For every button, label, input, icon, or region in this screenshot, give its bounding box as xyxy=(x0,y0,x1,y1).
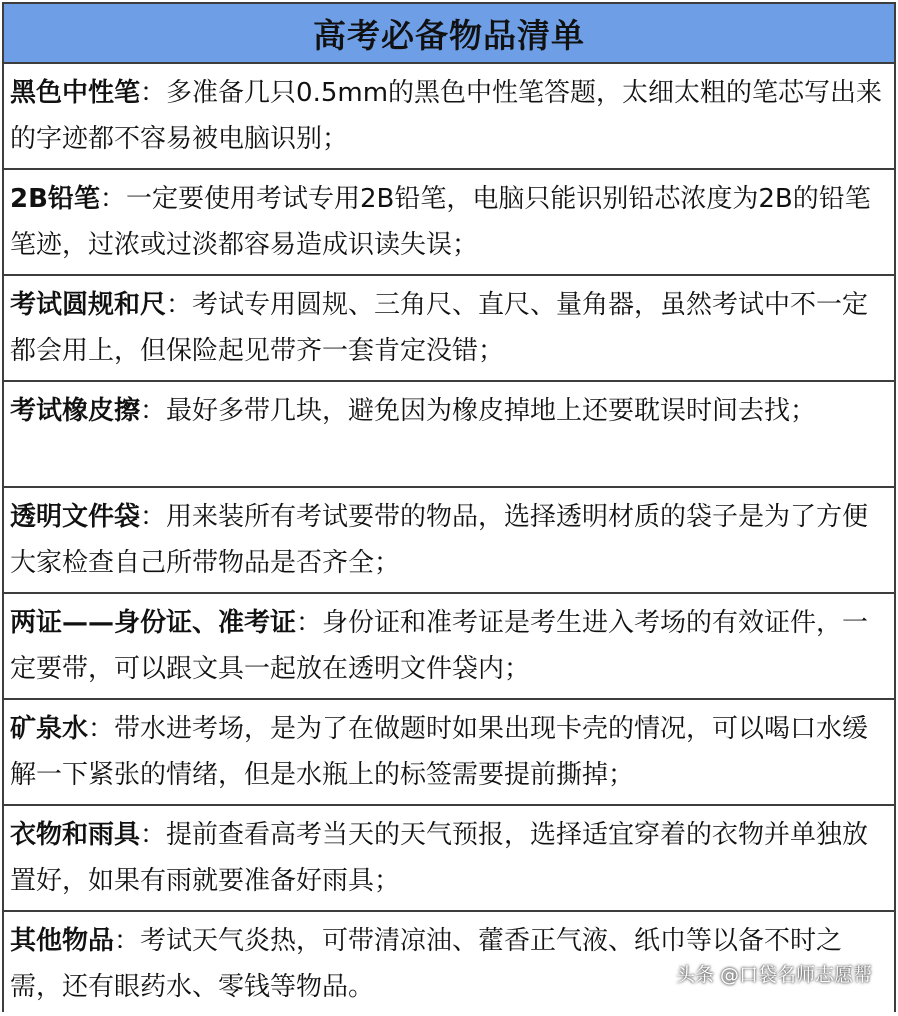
item-colon: ： xyxy=(166,290,193,320)
list-item xyxy=(4,594,894,700)
item-label: 透明文件袋 xyxy=(10,502,141,532)
item-label: 2B铅笔 xyxy=(10,184,100,214)
item-colon: ： xyxy=(140,820,167,850)
list-item xyxy=(4,382,894,488)
item-label: 考试橡皮擦 xyxy=(10,396,141,426)
item-label: 衣物和雨具 xyxy=(10,820,141,850)
item-label: 黑色中性笔 xyxy=(10,78,141,108)
list-item xyxy=(4,170,894,276)
watermark: 头条 @口袋名师志愿帮 xyxy=(675,964,872,986)
item-description: 考试天气炎热，可带清凉油、藿香正气液、纸巾等以备不时之需，还有眼药水、零钱等物品。 xyxy=(10,926,843,1002)
list-item xyxy=(4,806,894,912)
item-colon: ： xyxy=(88,714,115,744)
item-description: 多准备几只0.5mm的黑色中性笔答题，太细太粗的笔芯写出来的字迹都不容易被电脑识别； xyxy=(10,78,883,154)
list-item xyxy=(4,912,894,1012)
item-colon: ： xyxy=(296,608,323,638)
list-item xyxy=(4,488,894,594)
item-description: 身份证和准考证是考生进入考场的有效证件，一定要带，可以跟文具一起放在透明文件袋内； xyxy=(10,608,869,684)
item-colon: ： xyxy=(140,396,167,426)
item-label: 矿泉水 xyxy=(10,714,89,744)
item-description: 带水进考场，是为了在做题时如果出现卡壳的情况，可以喝口水缓解一下紧张的情绪，但是水瓶上的标签需要提前撕掉； xyxy=(10,714,869,790)
page-title: 高考必备物品清单 xyxy=(313,15,585,55)
item-description: 一定要使用考试专用2B铅笔，电脑只能识别铅芯浓度为2B的铅笔笔迹，过浓或过淡都容易造成识读失误； xyxy=(10,184,871,260)
item-colon: ： xyxy=(140,78,167,108)
table-header xyxy=(4,4,894,64)
item-colon: ： xyxy=(140,502,167,532)
checklist-table xyxy=(2,2,896,1012)
item-description: 考试专用圆规、三角尺、直尺、量角器，虽然考试中不一定都会用上，但保险起见带齐一套肯定没错； xyxy=(10,290,869,366)
item-description: 用来装所有考试要带的物品，选择透明材质的袋子是为了方便大家检查自己所带物品是否齐全； xyxy=(10,502,869,578)
item-description: 提前查看高考当天的天气预报，选择适宜穿着的衣物并单独放置好，如果有雨就要准备好雨具； xyxy=(10,820,869,896)
item-label: 两证——身份证、准考证 xyxy=(10,608,297,638)
item-colon: ： xyxy=(99,184,126,214)
item-description: 最好多带几块，避免因为橡皮掉地上还要耽误时间去找； xyxy=(166,396,817,426)
list-item xyxy=(4,700,894,806)
list-item xyxy=(4,276,894,382)
item-colon: ： xyxy=(114,926,141,956)
list-item xyxy=(4,64,894,170)
item-label: 考试圆规和尺 xyxy=(10,290,167,320)
item-label: 其他物品 xyxy=(10,926,115,956)
